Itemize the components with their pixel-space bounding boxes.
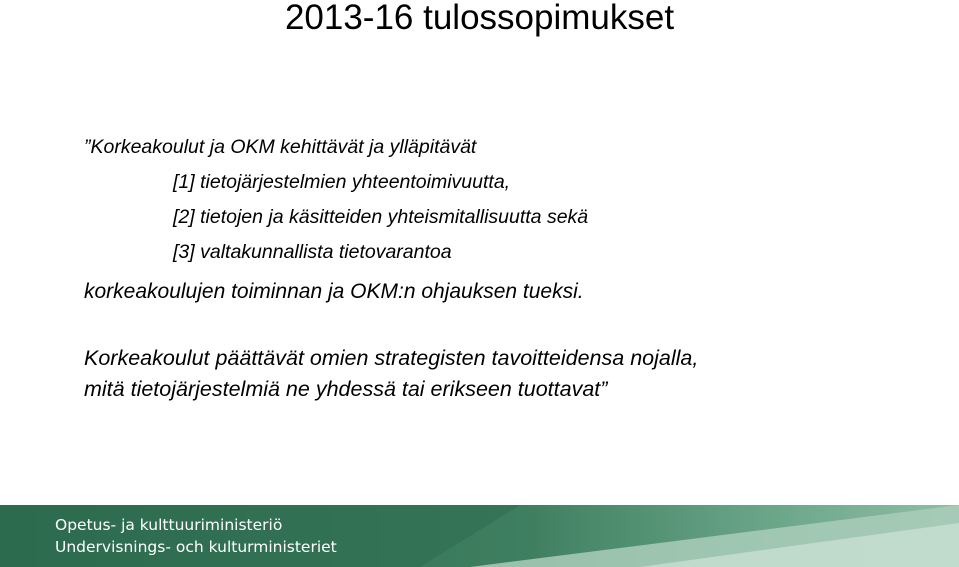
quote-intro-line: ”Korkeakoulut ja OKM kehittävät ja ylläpitävät xyxy=(84,136,477,158)
quote-decision-line-1: Korkeakoulut päättävät omien strategisten tavoitteidensa nojalla, xyxy=(84,346,699,370)
quote-purpose-line: korkeakoulujen toiminnan ja OKM:n ohjauksen tueksi. xyxy=(84,280,584,303)
slide-title: 2013-16 tulossopimukset xyxy=(284,0,675,37)
ministry-footer xyxy=(0,505,959,567)
ministry-name-sv: Undervisnings- och kulturministeriet xyxy=(55,538,337,556)
ministry-name-fi: Opetus- ja kulttuuriministeriö xyxy=(55,516,283,534)
footer-banner-graphic xyxy=(0,505,959,567)
quote-decision-line-2: mitä tietojärjestelmiä ne yhdessä tai erikseen tuottavat” xyxy=(84,377,608,401)
quote-item-1: [1] tietojärjestelmien yhteentoimivuutta, xyxy=(173,171,511,193)
quote-item-3: [3] valtakunnallista tietovarantoa xyxy=(173,241,452,263)
quote-item-2: [2] tietojen ja käsitteiden yhteismitallisuutta sekä xyxy=(173,206,589,228)
